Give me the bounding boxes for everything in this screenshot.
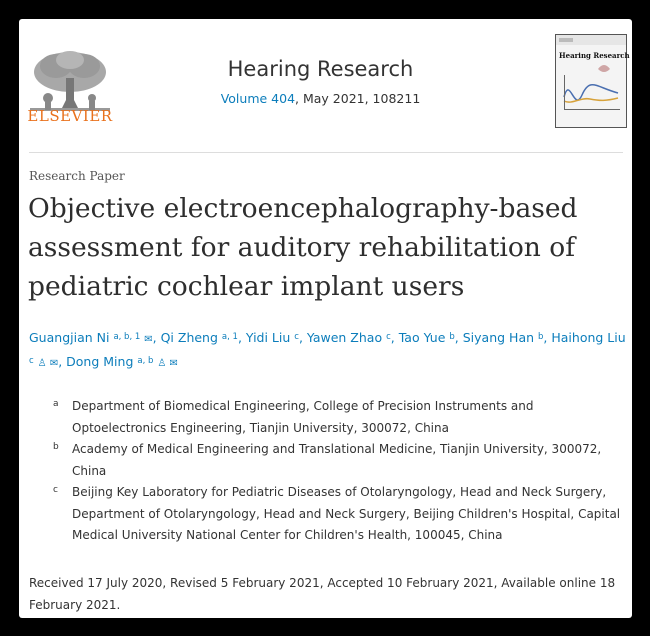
cover-graphic-icon	[556, 35, 626, 127]
journal-cover-thumbnail[interactable]	[555, 34, 630, 128]
affiliation-label: c	[53, 485, 58, 495]
author-entry[interactable]	[66, 354, 178, 369]
author-list: Guangjian Ni $^{a, b, 1}$ ✉, Qi Zheng $^{a, 1}$, Yidi Liu $^c$, Yawen Zhao $^c$, Tao Yue $^b$, Siyang Han $^b$, Haihong Liu $^c$ ♙ ✉, Dong Ming $^{a, b}$ ♙ ✉	[29, 327, 629, 375]
author-name: Dong Ming	[66, 354, 134, 369]
affiliation-list	[53, 396, 628, 547]
author-entry[interactable]	[307, 330, 391, 345]
author-name: Tao Yue	[398, 330, 446, 345]
issue-info: , May 2021, 108211	[295, 91, 421, 106]
article-type: Research Paper	[29, 169, 125, 183]
affiliation-label: a	[53, 399, 59, 409]
affiliation-text: Department of Biomedical Engineering, College of Precision Instruments and Optoelectronics Engineering, Tianjin University, 300072, China	[72, 399, 534, 435]
journal-info	[149, 91, 492, 106]
author-affiliation-sup: a, b	[137, 356, 154, 366]
email-icon[interactable]: ✉	[144, 334, 153, 345]
author-name: Haihong Liu	[551, 330, 626, 345]
author-affiliation-sup: a, 1	[221, 332, 238, 342]
author-entry[interactable]	[246, 330, 299, 345]
author-affiliation-sup: b	[538, 332, 544, 342]
author-affiliation-sup: c	[386, 332, 391, 342]
person-email-icon[interactable]: ♙ ✉	[37, 358, 59, 369]
article-history-dates: Received 17 July 2020, Revised 5 February 2021, Accepted 10 February 2021, Available online 18 February 2021.	[29, 576, 616, 612]
affiliation-item	[53, 396, 628, 439]
author-entry[interactable]	[29, 330, 153, 345]
elsevier-wordmark[interactable]: ELSEVIER	[27, 107, 113, 125]
author-entry[interactable]	[161, 330, 238, 345]
author-affiliation-sup: b	[449, 332, 455, 342]
volume-link[interactable]: Volume 404	[220, 91, 296, 106]
article-header-card	[19, 19, 632, 618]
affiliation-item	[53, 439, 628, 482]
affiliation-text: Beijing Key Laboratory for Pediatric Diseases of Otolaryngology, Head and Neck Surgery, Department of Otolaryngology, Head and Neck Surgery, Beijing Children's Hospital, Capital Medical University National Center for Children's Health, 100045, China	[72, 485, 621, 542]
author-entry[interactable]	[463, 330, 544, 345]
header-divider	[29, 152, 623, 153]
journal-title[interactable]: Hearing Research	[227, 57, 414, 81]
author-affiliation-sup: a, b, 1	[113, 332, 141, 342]
author-affiliation-sup: c	[29, 356, 34, 366]
author-entry[interactable]	[399, 330, 455, 345]
affiliation-item	[53, 482, 628, 547]
author-name: Siyang Han	[462, 330, 535, 345]
person-email-icon[interactable]: ♙ ✉	[157, 358, 178, 369]
affiliation-label: b	[53, 442, 59, 452]
article-title: Objective electroencephalography-based assessment for auditory rehabilitation of pediatric cochlear implant users	[28, 193, 578, 302]
author-name: Guangjian Ni	[29, 330, 110, 345]
author-name: Yawen Zhao	[306, 330, 383, 345]
affiliation-text: Academy of Medical Engineering and Translational Medicine, Tianjin University, 300072, China	[72, 442, 602, 478]
author-affiliation-sup: c	[294, 332, 299, 342]
author-name: Yidi Liu	[245, 330, 291, 345]
cover-title: Hearing Research	[559, 51, 630, 60]
author-name: Qi Zheng	[160, 330, 218, 345]
